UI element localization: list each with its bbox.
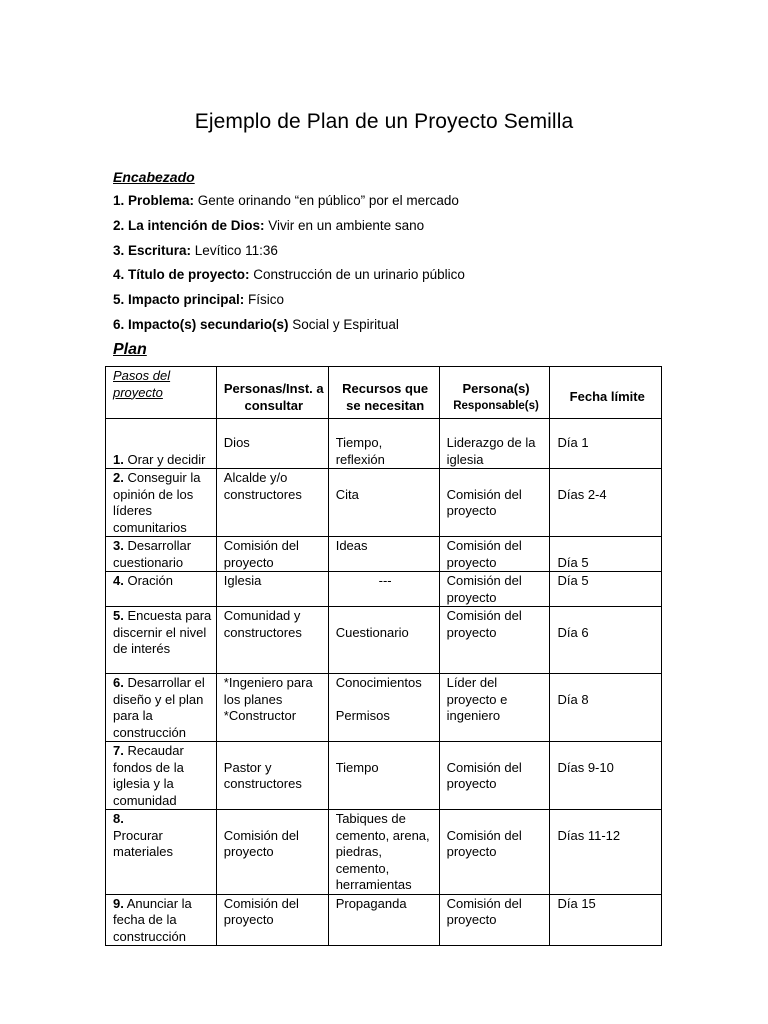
- cell-fecha: [550, 742, 662, 810]
- step-text: Procurar materiales: [113, 827, 173, 859]
- cell-fecha: Día 15: [550, 894, 662, 946]
- cell-recursos: Tabiques de cemento, arena, piedras, cemento, herramientas: [328, 810, 439, 895]
- cell-recursos: [328, 607, 439, 674]
- cell-personas: Comisión del proyecto: [216, 537, 328, 572]
- personas-text: Pastor y constructores: [223, 759, 302, 791]
- fecha-text: Días 2-4: [557, 486, 607, 502]
- field-value: Construcción de un urinario público: [249, 267, 465, 283]
- table-row: [106, 537, 662, 572]
- cell-paso: [106, 810, 217, 895]
- field-titulo: [113, 267, 465, 292]
- table-row: [106, 810, 662, 895]
- header-responsable-top: Persona(s): [462, 381, 530, 396]
- field-value: Social y Espiritual: [288, 316, 399, 332]
- cell-personas: Iglesia: [216, 572, 328, 607]
- step-number: 6.: [113, 675, 124, 690]
- cell-paso: [106, 419, 217, 469]
- cell-responsable: [439, 742, 550, 810]
- cell-responsable: [439, 469, 550, 537]
- cell-fecha: [550, 607, 662, 674]
- step-number: 2.: [113, 470, 124, 485]
- step-number: 8.: [113, 811, 124, 826]
- header-responsable-bottom: Responsable(s): [453, 399, 539, 412]
- fecha-text: Día 1: [557, 435, 589, 450]
- step-number: 5.: [113, 608, 124, 623]
- field-impacto-secundario: [113, 317, 465, 342]
- cell-responsable: [439, 810, 550, 895]
- recursos-text: Tiempo: [335, 759, 379, 775]
- cell-personas: [216, 810, 328, 895]
- cell-paso: [106, 742, 217, 810]
- responsable-text: Comisión del proyecto: [446, 486, 522, 518]
- cell-recursos: Ideas: [328, 537, 439, 572]
- cell-paso: [106, 894, 217, 946]
- fecha-text: Días 9-10: [557, 759, 614, 775]
- plan-heading: Plan: [113, 341, 147, 358]
- cell-fecha: Día 5: [550, 572, 662, 607]
- table-row: [106, 894, 662, 946]
- recursos-text: Cita: [335, 486, 359, 502]
- field-problema: [113, 193, 465, 218]
- table-row: [106, 572, 662, 607]
- cell-personas: Comisión del proyecto: [216, 894, 328, 946]
- fecha-text: Día 8: [557, 691, 589, 707]
- field-impacto-principal: [113, 292, 465, 317]
- table-row: [106, 469, 662, 537]
- cell-responsable: Líder del proyecto e ingeniero: [439, 674, 550, 742]
- field-value: Gente orinando “en público” por el mercado: [194, 193, 459, 208]
- responsable-text: Comisión del proyecto: [446, 759, 522, 791]
- field-escritura: [113, 243, 465, 268]
- step-number: 4.: [113, 573, 124, 588]
- cell-paso: [106, 537, 217, 572]
- step-text: Conseguir la opinión de los líderes comunitarios: [113, 470, 201, 535]
- step-text: Encuesta para discernir el nivel de interés: [113, 608, 212, 656]
- recursos-text: Conocimientos: [335, 675, 422, 690]
- cell-personas: [216, 742, 328, 810]
- cell-recursos: [328, 742, 439, 810]
- step-text: Oración: [123, 573, 173, 588]
- field-value: Levítico 11:36: [191, 242, 278, 258]
- cell-recursos: Propaganda: [328, 894, 439, 946]
- field-label: 3. Escritura:: [113, 242, 192, 258]
- field-label: 4. Título de proyecto:: [113, 267, 250, 283]
- field-intencion: [113, 218, 465, 243]
- step-number: 3.: [113, 538, 124, 553]
- header-pasos: Pasos del proyecto: [106, 367, 217, 419]
- field-label: 2. La intención de Dios:: [113, 217, 265, 233]
- cell-paso: [106, 607, 217, 674]
- fecha-text: Día 6: [557, 624, 589, 640]
- table-row: [106, 419, 662, 469]
- cell-responsable: Liderazgo de la iglesia: [439, 419, 550, 469]
- cell-personas: Comunidad y constructores: [216, 607, 328, 674]
- cell-personas: [216, 419, 328, 469]
- recursos-text: Cuestionario: [335, 624, 409, 640]
- cell-responsable: Comisión del proyecto: [439, 537, 550, 572]
- cell-responsable: Comisión del proyecto: [439, 894, 550, 946]
- cell-recursos: Tiempo, reflexión: [328, 419, 439, 469]
- cell-fecha: [550, 810, 662, 895]
- header-fields: [113, 193, 465, 342]
- cell-paso: [106, 674, 217, 742]
- field-label: 5. Impacto principal:: [113, 292, 245, 308]
- document-title: Ejemplo de Plan de un Proyecto Semilla: [194, 110, 574, 133]
- step-text: Orar y decidir: [123, 451, 206, 467]
- field-label: 1. Problema:: [113, 193, 195, 208]
- header-personas: Personas/Inst. a consultar: [216, 367, 328, 419]
- cell-paso: [106, 469, 217, 537]
- cell-fecha: [550, 674, 662, 742]
- plan-table: [105, 366, 662, 946]
- personas-text: Dios: [223, 435, 250, 450]
- cell-responsable: Comisión del proyecto: [439, 572, 550, 607]
- table-row: [106, 742, 662, 810]
- step-text: Recaudar fondos de la iglesia y la comunidad: [113, 743, 184, 808]
- cell-recursos: ---: [328, 572, 439, 607]
- responsable-text: Comisión del proyecto: [446, 827, 522, 859]
- step-number: 1.: [113, 451, 124, 467]
- table-header-row: [106, 367, 662, 419]
- cell-fecha: Día 5: [550, 537, 662, 572]
- header-responsable: [439, 367, 550, 419]
- cell-recursos: [328, 469, 439, 537]
- table-row: [106, 607, 662, 674]
- step-number: 7.: [113, 743, 124, 758]
- field-label: 6. Impacto(s) secundario(s): [113, 316, 289, 332]
- encabezado-heading: Encabezado: [113, 169, 195, 185]
- step-text: Desarrollar cuestionario: [113, 538, 192, 570]
- table-row: [106, 674, 662, 742]
- cell-fecha: [550, 419, 662, 469]
- cell-paso: [106, 572, 217, 607]
- step-number: 9.: [113, 895, 124, 911]
- recursos-text: Permisos: [335, 708, 390, 723]
- cell-fecha: [550, 469, 662, 537]
- cell-responsable: Comisión del proyecto: [439, 607, 550, 674]
- cell-personas: *Ingeniero para los planes *Constructor: [216, 674, 328, 742]
- personas-text: Comisión del proyecto: [223, 827, 299, 859]
- field-value: Físico: [244, 292, 285, 308]
- step-text: Desarrollar el diseño y el plan para la construcción: [113, 675, 205, 740]
- fecha-text: Días 11-12: [557, 827, 621, 843]
- cell-personas: Alcalde y/o constructores: [216, 469, 328, 537]
- header-fecha: Fecha límite: [550, 367, 662, 419]
- cell-recursos: [328, 674, 439, 742]
- step-text: Anunciar la fecha de la construcción: [113, 895, 192, 944]
- header-recursos: Recursos que se necesitan: [328, 367, 439, 419]
- field-value: Vivir en un ambiente sano: [264, 217, 425, 233]
